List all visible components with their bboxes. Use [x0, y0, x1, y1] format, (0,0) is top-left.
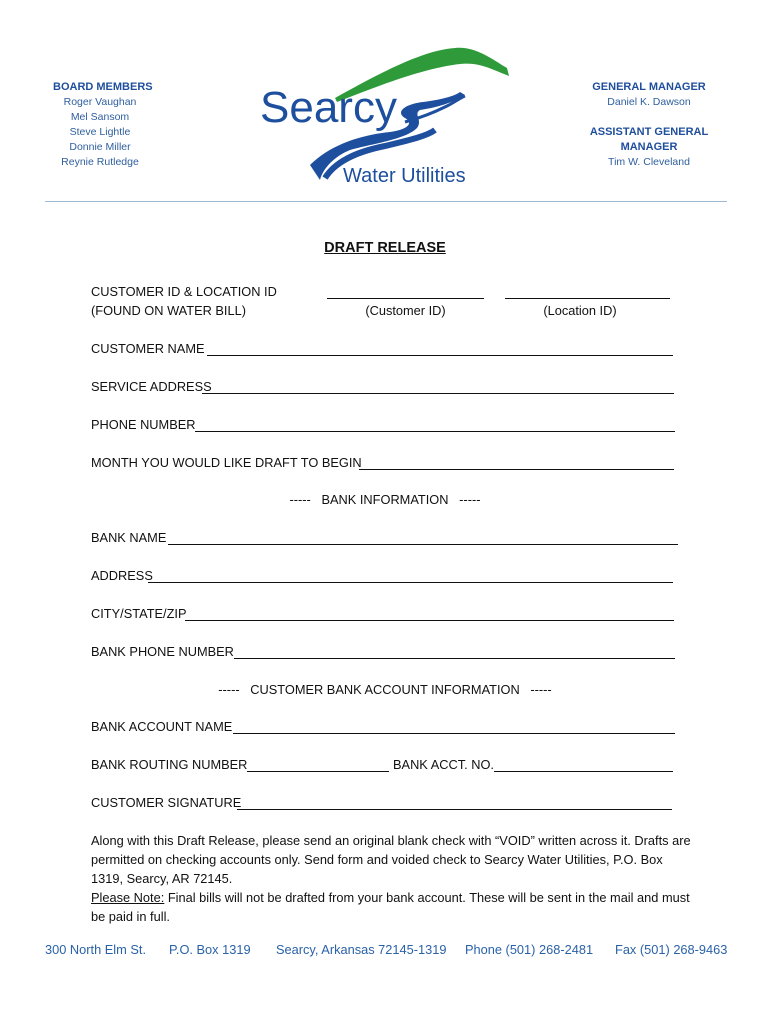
customer-id-label-2: (FOUND ON WATER BILL): [91, 303, 246, 318]
footer-phone: Phone (501) 268-2481: [465, 942, 594, 957]
customer-name-field[interactable]: [207, 355, 673, 356]
agm-name: Tim W. Cleveland: [608, 156, 690, 168]
agm-heading-2: MANAGER: [620, 141, 678, 153]
account-info-heading: ----- CUSTOMER BANK ACCOUNT INFORMATION -----: [218, 682, 552, 697]
address-label: ADDRESS: [91, 568, 153, 583]
customer-name-label: CUSTOMER NAME: [91, 341, 205, 356]
management-block: [585, 80, 713, 170]
customer-id-field[interactable]: [327, 298, 484, 299]
logo-graphic: [255, 40, 515, 195]
bank-phone-field[interactable]: [234, 658, 675, 659]
board-members-block: [40, 80, 160, 170]
phone-number-field[interactable]: [195, 431, 675, 432]
gm-heading: GENERAL MANAGER: [592, 81, 706, 93]
instructions: [91, 831, 691, 926]
month-draft-field[interactable]: [359, 469, 674, 470]
bank-name-label: BANK NAME: [91, 530, 167, 545]
searcy-water-logo: [255, 40, 515, 195]
agm-heading-1: ASSISTANT GENERAL: [589, 126, 709, 138]
footer-city: Searcy, Arkansas 72145-1319: [276, 942, 447, 957]
month-draft-label: MONTH YOU WOULD LIKE DRAFT TO BEGIN: [91, 455, 362, 470]
service-address-label: SERVICE ADDRESS: [91, 379, 212, 394]
page-title: DRAFT RELEASE: [324, 240, 446, 256]
board-member: Steve Lightle: [69, 126, 131, 138]
address-field[interactable]: [148, 582, 673, 583]
signature-field[interactable]: [237, 809, 672, 810]
location-id-caption: (Location ID): [543, 303, 617, 318]
location-id-field[interactable]: [505, 298, 670, 299]
routing-number-label: BANK ROUTING NUMBER: [91, 757, 248, 772]
acct-no-field[interactable]: [494, 771, 673, 772]
service-address-field[interactable]: [202, 393, 674, 394]
phone-number-label: PHONE NUMBER: [91, 417, 196, 432]
footer-street: 300 North Elm St.: [45, 942, 146, 957]
acct-no-label: BANK ACCT. NO.: [393, 757, 494, 772]
board-member: Reynie Rutledge: [61, 156, 139, 168]
bank-phone-label: BANK PHONE NUMBER: [91, 644, 234, 659]
board-member: Donnie Miller: [69, 141, 131, 153]
board-member: Roger Vaughan: [63, 96, 137, 108]
bank-account-name-label: BANK ACCOUNT NAME: [91, 719, 233, 734]
gm-name: Daniel K. Dawson: [607, 96, 691, 108]
bank-account-name-field[interactable]: [233, 733, 675, 734]
bank-info-heading: ----- BANK INFORMATION -----: [289, 492, 481, 507]
customer-id-label-1: CUSTOMER ID & LOCATION ID: [91, 284, 277, 299]
signature-label: CUSTOMER SIGNATURE: [91, 795, 242, 810]
customer-id-caption: (Customer ID): [365, 303, 446, 318]
board-member: Mel Sansom: [70, 111, 130, 123]
city-state-zip-label: CITY/STATE/ZIP: [91, 606, 187, 621]
note-text: Final bills will not be drafted from your bank account. These will be sent in the mail and must be paid in full.: [91, 890, 690, 924]
footer-pobox: P.O. Box 1319: [169, 942, 251, 957]
logo-name-line1: Searcy: [260, 83, 397, 132]
routing-number-field[interactable]: [247, 771, 389, 772]
instructions-text: Along with this Draft Release, please send an original blank check with “VOID” written across it. Drafts are permitted on checking accounts only. Send form and voided check to Searcy Water Utilities, P.O. Box 1319, Searcy, AR 72145.: [91, 833, 691, 886]
header-divider: [45, 201, 727, 202]
board-members-heading: BOARD MEMBERS: [53, 81, 153, 93]
logo-name-line2: Water Utilities: [343, 165, 466, 187]
footer-fax: Fax (501) 268-9463: [615, 942, 728, 957]
note-label: Please Note:: [91, 890, 165, 905]
city-state-zip-field[interactable]: [185, 620, 674, 621]
bank-name-field[interactable]: [168, 544, 678, 545]
